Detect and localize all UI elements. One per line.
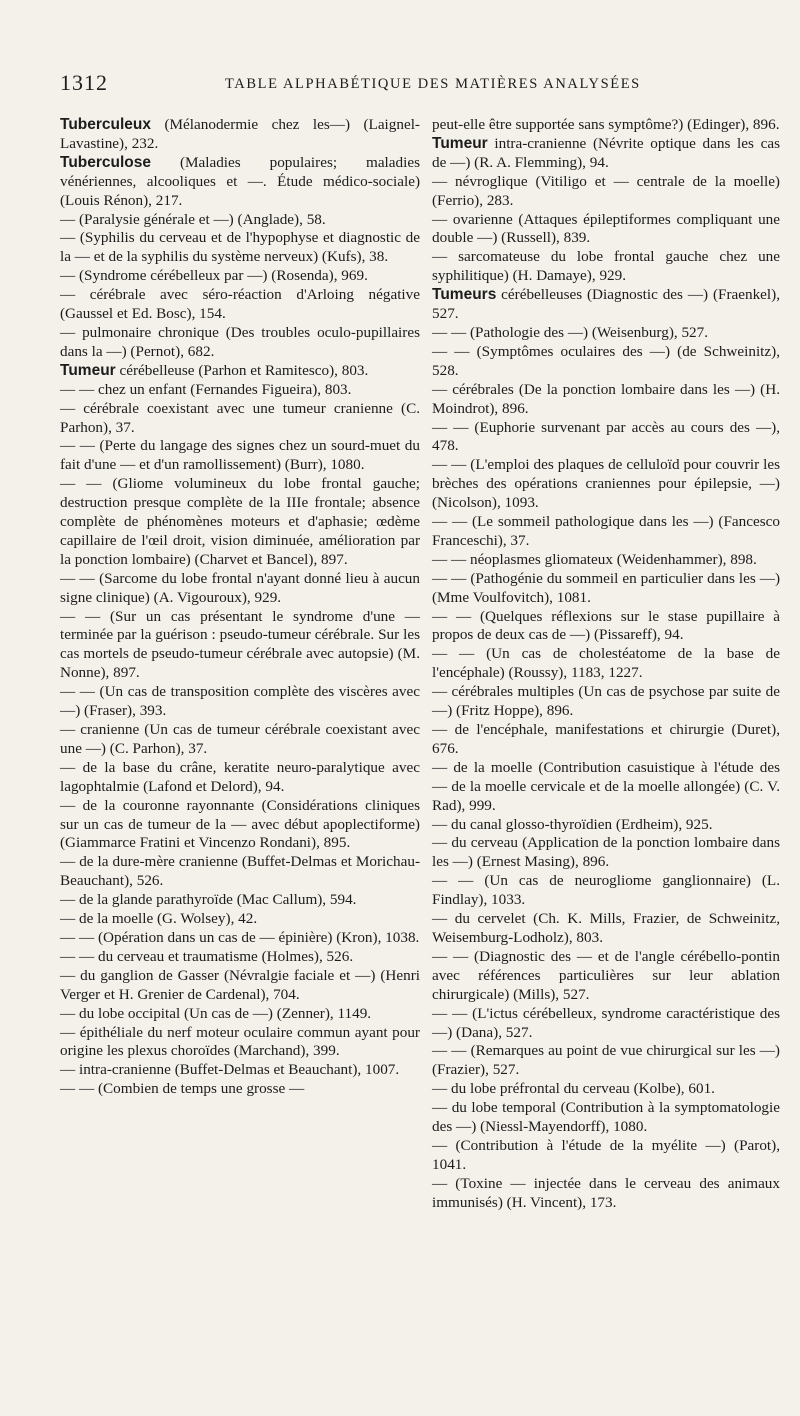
entry-text: — pulmonaire chronique (Des troubles oculo-pupillaires dans la —) (Pernot), 682. [60, 323, 420, 360]
index-entry [432, 910, 780, 948]
entry-heading: Tumeur [432, 134, 488, 152]
index-entry [432, 135, 780, 173]
index-entry [60, 759, 420, 797]
entry-text: — — (Un cas de neurogliome ganglionnaire) (L. Findlay), 1033. [432, 872, 780, 909]
index-entry [432, 721, 780, 759]
entry-text: peut-elle être supportée sans symptôme?) (Edinger), 896. [432, 116, 780, 133]
index-entry [432, 683, 780, 721]
right-column [432, 116, 780, 1213]
entry-heading: Tumeurs [432, 286, 497, 304]
index-entry [432, 419, 780, 457]
entry-text: (Mélanodermie chez les—) (Laignel-Lavastine), 232. [60, 116, 420, 152]
entry-text: — (Syndrome cérébelleux par —) (Rosenda), 969. [60, 267, 368, 285]
index-entry [432, 1175, 780, 1213]
entry-text: — de la couronne rayonnante (Considérations cliniques sur un cas de tumeur de la — avec début apoplectiforme) (Giammarce Fratini et Vincenzo Rondani), 895. [60, 796, 420, 852]
index-entry [60, 1080, 420, 1099]
index-entry [60, 929, 420, 948]
index-entry [60, 154, 420, 211]
index-entry [60, 948, 420, 967]
entry-text: — — (Le sommeil pathologique dans les —) (Fancesco Franceschi), 37. [432, 513, 780, 549]
index-entry [60, 683, 420, 721]
entry-text: cérébelleuse (Parhon et Ramitesco), 803. [115, 361, 369, 379]
index-entry [432, 1137, 780, 1175]
index-entry [60, 229, 420, 267]
entry-heading: Tumeur [60, 361, 116, 379]
entry-text: — — (Opération dans un cas de — épinière) (Kron), 1038. [60, 928, 420, 946]
index-entry [432, 551, 780, 570]
index-entry [432, 286, 780, 324]
index-entry [432, 834, 780, 872]
index-entry [432, 1042, 780, 1080]
entry-text: — (Paralysie générale et —) (Anglade), 58. [60, 210, 326, 228]
entry-text: — — (Sarcome du lobe frontal n'ayant donné lieu à aucun signe clinique) (A. Vigouroux), 929. [60, 569, 420, 606]
entry-text: — de la moelle (Contribution casuistique à l'étude des — de la moelle cervicale et de la moelle allongée) (C. V. Rad), 999. [432, 758, 780, 814]
entry-text: — — (Sur un cas présentant le syndrome d'une — terminée par la guérison : pseudo-tumeur cérébrale. Sur les cas mortels de pseudo-tumeur cérébrale avec autopsie) (M. Nonne), 897. [60, 607, 420, 682]
entry-text: — — (Gliome volumineux du lobe frontal gauche; destruction presque complète de la IIIe frontale; absence complète de phénomènes moteurs et d'aphasie; œdème capillaire de l'œil droit, vision diminuée, amélioration par la ponction lombaire) (Charvet et Bancel), 897. [60, 475, 420, 568]
index-entry [60, 116, 420, 154]
index-entry [60, 324, 420, 362]
index-entry [432, 645, 780, 683]
index-entry [60, 400, 420, 438]
entry-text: — de la dure-mère cranienne (Buffet-Delmas et Morichau-Beauchant), 526. [60, 853, 420, 890]
entry-text: — du lobe occipital (Un cas de —) (Zenner), 1149. [60, 1004, 372, 1022]
index-entry [432, 324, 780, 343]
index-entry [432, 948, 780, 1005]
entry-text: — cranienne (Un cas de tumeur cérébrale coexistant avec une —) (C. Parhon), 37. [60, 721, 420, 757]
entry-text: — — (L'ictus cérébelleux, syndrome caractéristique des —) (Dana), 527. [432, 1004, 780, 1041]
entry-text: — cérébrale coexistant avec une tumeur cranienne (C. Parhon), 37. [60, 399, 420, 436]
entry-text: — de la moelle (G. Wolsey), 42. [60, 910, 258, 928]
index-entry [60, 381, 420, 400]
index-entry [60, 891, 420, 910]
index-entry [432, 1099, 780, 1137]
index-entry [432, 343, 780, 381]
entry-text: — — néoplasmes gliomateux (Weidenhammer), 898. [432, 550, 757, 568]
index-entry [60, 475, 420, 570]
entry-text: — — (Perte du langage des signes chez un sourd-muet du fait d'une — et d'un ramollissement) (Burr), 1080. [60, 437, 420, 474]
index-entry [60, 910, 420, 929]
index-entry [60, 1061, 420, 1080]
index-entry [432, 456, 780, 513]
index-entry [432, 513, 780, 551]
entry-text: — de l'encéphale, manifestations et chirurgie (Duret), 676. [432, 721, 780, 757]
index-entry [432, 759, 780, 816]
index-entry [432, 1080, 780, 1099]
entry-text: — — (Pathologie des —) (Weisenburg), 527. [432, 323, 709, 341]
entry-text: — — (Quelques réflexions sur le stase pupillaire à propos de deux cas de —) (Pissareff), 94. [432, 607, 780, 644]
index-entry [60, 967, 420, 1005]
index-entry [60, 1005, 420, 1024]
running-title: TABLE ALPHABÉTIQUE DES MATIÈRES ANALYSÉES [225, 76, 641, 92]
left-column [60, 116, 420, 1099]
entry-text: — sarcomateuse du lobe frontal gauche chez une syphilitique) (H. Damaye), 929. [432, 248, 780, 285]
index-entry [60, 853, 420, 891]
entry-text: — du lobe temporal (Contribution à la symptomatologie des —) (Niessl-Mayendorff), 1080. [432, 1099, 780, 1136]
page-header [60, 70, 770, 100]
index-entry [60, 286, 420, 324]
index-entry [432, 248, 780, 286]
entry-text: — — (Pathogénie du sommeil en particulier dans les —) (Mme Voulfovitch), 1081. [432, 569, 780, 606]
entry-text: — (Syphilis du cerveau et de l'hypophyse et diagnostic de la — et de la syphilis du système nerveux) (Kufs), 38. [60, 229, 420, 266]
entry-text: — cérébrale avec séro-réaction d'Arloing négative (Gaussel et Ed. Bosc), 154. [60, 286, 420, 323]
index-entry [432, 211, 780, 249]
entry-text: — cérébrales (De la ponction lombaire dans les —) (H. Moindrot), 896. [432, 380, 780, 417]
entry-text: — — du cerveau et traumatisme (Holmes), 526. [60, 947, 354, 965]
entry-text: — intra-cranienne (Buffet-Delmas et Beauchant), 1007. [60, 1061, 400, 1079]
entry-text: — du cervelet (Ch. K. Mills, Frazier, de Schweinitz, Weisemburg-Lodholz), 803. [432, 910, 780, 946]
entry-text: — — (Un cas de cholestéatome de la base de l'encéphale) (Roussy), 1183, 1227. [432, 645, 780, 682]
entry-heading: Tuberculeux [60, 116, 152, 133]
index-entry [432, 608, 780, 646]
index-entry [432, 570, 780, 608]
entry-text: — épithéliale du nerf moteur oculaire commun ayant pour origine les plexus choroïdes (Marchand), 399. [60, 1023, 420, 1060]
index-entry [60, 570, 420, 608]
entry-text: — — (Un cas de transposition complète des viscères avec —) (Fraser), 393. [60, 683, 420, 720]
index-entry [60, 211, 420, 230]
entry-text: — — (Symptômes oculaires des —) (de Schweinitz), 528. [432, 342, 780, 379]
index-entry [60, 1024, 420, 1062]
entry-text: — — (Combien de temps une grosse — [60, 1080, 305, 1098]
index-entry [60, 608, 420, 684]
entry-text: — du cerveau (Application de la ponction lombaire dans les —) (Ernest Masing), 896. [432, 834, 780, 871]
index-entry [60, 721, 420, 759]
entry-text: — (Toxine — injectée dans le cerveau des animaux immunisés) (H. Vincent), 173. [432, 1174, 780, 1211]
index-entry [432, 1005, 780, 1043]
entry-text: — névroglique (Vitiligo et — centrale de la moelle) (Ferrio), 283. [432, 172, 780, 209]
index-entry [60, 437, 420, 475]
index-entry [60, 267, 420, 286]
index-entry [432, 381, 780, 419]
entry-text: — cérébrales multiples (Un cas de psychose par suite de —) (Fritz Hoppe), 896. [432, 683, 780, 720]
index-entry [432, 816, 780, 835]
entry-text: — ovarienne (Attaques épileptiformes compliquant une double —) (Russell), 839. [432, 210, 780, 247]
entry-text: — du canal glosso-thyroïdien (Erdheim), 925. [432, 815, 713, 833]
entry-text: — du lobe préfrontal du cerveau (Kolbe), 601. [432, 1080, 715, 1098]
entry-heading: Tuberculose [60, 153, 152, 171]
entry-text: cérébelleuses (Diagnostic des —) (Fraenkel), 527. [432, 286, 780, 323]
entry-text: (Maladies populaires; maladies vénériennes, alcooliques et —. Étude médico-sociale) (Louis Rénon), 217. [60, 153, 420, 209]
entry-text: intra-cranienne (Névrite optique dans les cas de —) (R. A. Flemming), 94. [432, 134, 780, 171]
entry-text: — de la base du crâne, keratite neuro-paralytique avec lagophtalmie (Lafond et Delord), 94. [60, 758, 420, 795]
entry-text: — (Contribution à l'étude de la myélite —) (Parot), 1041. [432, 1136, 780, 1173]
page-number: 1312 [60, 70, 108, 95]
entry-text: — — (L'emploi des plaques de celluloïd pour couvrir les brèches des opérations craniennes pour épilepsie, —) (Nicolson), 1093. [432, 456, 780, 512]
entry-text: — — (Euphorie survenant par accès au cours des —), 478. [432, 418, 780, 455]
entry-text: — — (Diagnostic des — et de l'angle cérébello-pontin avec références particulières sur leur ablation chirurgicale) (Mills), 527. [432, 947, 780, 1003]
index-entry [60, 362, 420, 381]
index-entry [432, 116, 780, 135]
entry-text: — de la glande parathyroïde (Mac Callum), 594. [60, 891, 357, 909]
index-entry [60, 797, 420, 854]
index-entry [432, 872, 780, 910]
entry-text: — — (Remarques au point de vue chirurgical sur les —) (Frazier), 527. [432, 1042, 780, 1079]
index-entry [432, 173, 780, 211]
entry-text: — — chez un enfant (Fernandes Figueira), 803. [60, 380, 352, 398]
entry-text: — du ganglion de Gasser (Névralgie faciale et —) (Henri Verger et H. Grenier de Cardenal), 704. [60, 966, 420, 1003]
